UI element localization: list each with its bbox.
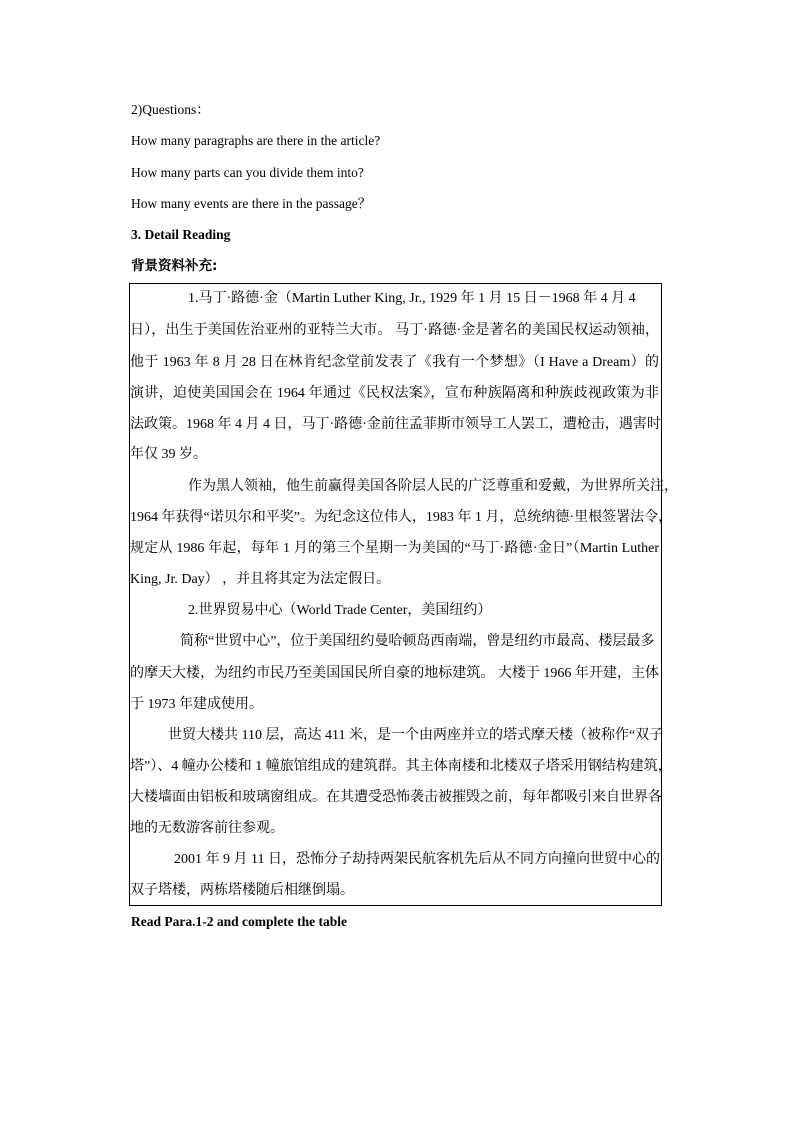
footer-heading: Read Para.1-2 and complete the table [131,914,347,929]
box-line-13: 的摩天大楼，为纽约市民乃至美国国民所自豪的地标建筑。 大楼于 1966 年开建，主体 [130,666,659,681]
box-line-16: 塔”）、4 幢办公楼和 1 幢旅馆组成的建筑群。其主体南楼和北楼双子塔采用钢结构建筑， [130,759,672,774]
box-line-5: 法政策。1968 年 4 月 4 日，马丁·路德·金前往孟菲斯市领导工人罢工，遭枪击，遇害时 [130,417,661,432]
box-line-17: 大楼墙面由铝板和玻璃窗组成。在其遭受恐怖袭击被摧毁之前，每年都吸引来自世界各 [130,790,662,805]
box-line-18: 地的无数游客前往参观。 [130,821,284,836]
box-line-12: 简称“世贸中心”，位于美国纽约曼哈顿岛西南端，曾是纽约市最高、楼层最多 [180,634,655,649]
section-heading: 3. Detail Reading [131,227,231,242]
box-line-20: 双子塔楼，两栋塔楼随后相继倒塌。 [130,883,354,898]
question-line-1: 2)Questions： [131,102,210,117]
box-line-6: 年仅 39 岁。 [130,447,207,462]
box-line-14: 于 1973 年建成使用。 [130,697,263,712]
box-line-11: 2.世界贸易中心（World Trade Center，美国纽约） [188,603,492,618]
box-line-2: 日），出生于美国佐治亚州的亚特兰大市。 马丁·路德·金是著名的美国民权运动领袖， [130,323,659,338]
box-line-10: King, Jr. Day） ，并且将其定为法定假日。 [130,572,391,587]
box-line-8: 1964 年获得“诺贝尔和平奖”。为纪念这位伟人，1983 年 1 月，总统纳德·里根签署法令， [130,510,673,525]
question-line-2: How many paragraphs are there in the article? [131,133,381,148]
question-line-4: How many events are there in the passage？ [131,196,372,211]
box-line-7: 作为黑人领袖，他生前赢得美国各阶层人民的广泛尊重和爱戴，为世界所关注， [188,479,678,494]
box-line-19: 2001 年 9 月 11 日，恐怖分子劫持两架民航客机先后从不同方向撞向世贸中心的 [174,852,660,867]
box-line-15: 世贸大楼共 110 层，高达 411 米，是一个由两座并立的塔式摩天楼（被称作“双子 [168,728,664,743]
background-heading: 背景资料补充: [131,258,218,274]
box-line-9: 规定从 1986 年起，每年 1 月的第三个星期一为美国的“马丁·路德·金日”（Martin Luther [130,541,659,556]
box-line-1: 1.马丁·路德·金（Martin Luther King, Jr., 1929 年 1 月 15 日－1968 年 4 月 4 [188,291,636,306]
background-info-box [129,283,678,906]
question-line-3: How many parts can you divide them into? [131,165,364,180]
box-line-4: 演讲，迫使美国国会在 1964 年通过《民权法案》，宣布种族隔离和种族歧视政策为非 [130,386,659,401]
box-line-3: 他于 1963 年 8 月 28 日在林肯纪念堂前发表了《我有一个梦想》（I Have a Dream）的 [130,355,659,370]
